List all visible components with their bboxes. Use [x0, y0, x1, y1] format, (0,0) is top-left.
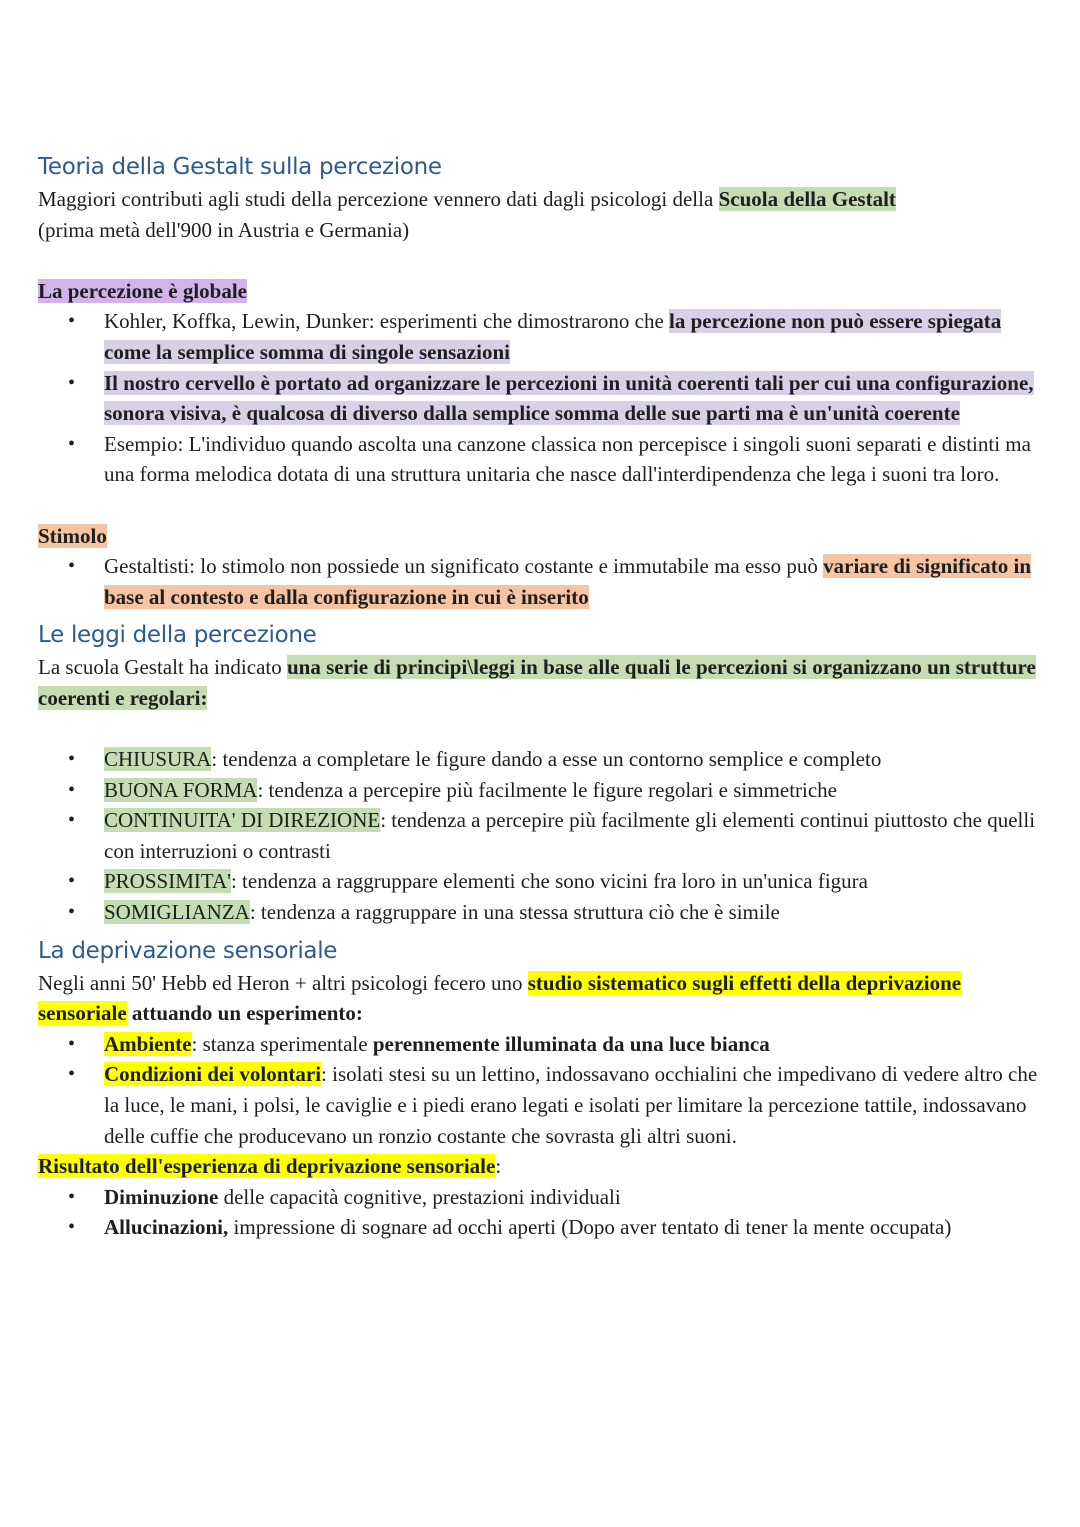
ambiente-term: Ambiente: [104, 1031, 192, 1056]
law-desc: : tendenza a completare le figure dando a esse un contorno semplice e completo: [211, 747, 882, 772]
section-title-deprivazione: La deprivazione sensoriale: [38, 937, 338, 964]
leggi-intro-highlight: una serie di principi\leggi in base alle quali le percezioni si organizzano un strutture coerenti e regolari:: [38, 655, 1036, 710]
list-item: [38, 368, 1048, 429]
list-item: [38, 1029, 1048, 1060]
list-item: [38, 744, 1048, 775]
law-desc: : tendenza a raggruppare elementi che sono vicini fra loro in un'unica figura: [230, 869, 868, 894]
list-item: • Esempio: L'individuo quando ascolta una canzone classica non percepisce i singoli suoni separati e distinti ma una forma melodica dotata di una struttura unitaria che nasce dall'interdipendenza che lega i suoni tra loro.: [38, 429, 1048, 490]
section-title-leggi: Le leggi della percezione: [38, 622, 317, 649]
deprivazione-intro-text: Negli anni 50' Hebb ed Heron + altri psicologi fecero uno: [38, 970, 528, 995]
law-term: CHIUSURA: [104, 747, 212, 772]
r2-desc: impressione di sognare ad occhi aperti (Dopo aver tentato di tener la mente occupata): [228, 1215, 952, 1240]
gestalt-intro: [38, 184, 1048, 215]
deprivazione-intro: [38, 968, 1048, 1029]
law-term: SOMIGLIANZA: [104, 900, 250, 925]
law-desc: : tendenza a percepire più facilmente le figure regolari e simmetriche: [257, 777, 837, 802]
globale-heading-text: La percezione è globale: [38, 278, 247, 303]
list-item: [38, 897, 1048, 928]
globale-heading: [38, 276, 1048, 307]
list-item: [38, 1182, 1048, 1213]
leggi-list: [38, 744, 1048, 928]
law-term: BUONA FORMA: [104, 777, 258, 802]
stimolo-b1-highlight: variare di significato in base al contesto e dalla configurazione in cui è inserito: [104, 554, 1032, 609]
law-desc: : tendenza a percepire più facilmente gli elementi continui piuttosto che quelli con interruzioni o contrasti: [104, 808, 1036, 863]
stimolo-b1-text: Gestaltisti: lo stimolo non possiede un significato costante e immutabile ma esso può: [104, 554, 824, 579]
law-desc: : tendenza a raggruppare in una stessa struttura ciò che è simile: [249, 900, 780, 925]
risultato-colon: :: [495, 1154, 502, 1179]
globale-b2-highlight: Il nostro cervello è portato ad organizzare le percezioni in unità coerenti tali per cui una configurazione, sonora visiva, è qualcosa di diverso dalla semplice somma delle sue parti ma è un'unità coerente: [104, 370, 1034, 426]
gestalt-school-highlight: Scuola della Gestalt: [718, 187, 896, 211]
stimolo-list: [38, 551, 1048, 612]
list-item: [38, 1059, 1048, 1151]
stimolo-heading: [38, 521, 1048, 552]
deprivazione-intro-highlight: studio sistematico sugli effetti della deprivazione sensoriale: [38, 970, 962, 1026]
condizioni-desc: : isolati stesi su un lettino, indossavano occhialini che impedivano di vedere altro che la luce, le mani, i polsi, le caviglie e i piedi erano legati e isolati per limitare la percezione tattile, indossavano delle cuffie che producevano un ronzio costante che sovrasta gli altri suoni.: [104, 1062, 1038, 1148]
list-item: [38, 306, 1048, 367]
risultato-list: [38, 1182, 1048, 1243]
list-item: [38, 1212, 1048, 1243]
law-term: CONTINUITA' DI DIREZIONE: [104, 808, 381, 833]
globale-list: [38, 306, 1048, 490]
deprivazione-list: [38, 1029, 1048, 1151]
stimolo-heading-text: Stimolo: [38, 523, 107, 548]
risultato-heading-text: Risultato dell'esperienza di deprivazione sensoriale: [38, 1154, 496, 1179]
globale-b1-text: Kohler, Koffka, Lewin, Dunker: esperimenti che dimostrarono che: [104, 309, 670, 334]
gestalt-intro-period: (prima metà dell'900 in Austria e Germania): [38, 217, 410, 242]
r1-desc: delle capacità cognitive, prestazioni individuali: [218, 1184, 621, 1209]
r1-term: Diminuzione: [104, 1184, 219, 1209]
law-term: PROSSIMITA': [104, 869, 231, 894]
ambiente-bold: perennemente illuminata da una luce bianca: [372, 1031, 770, 1056]
document-page: [38, 150, 1048, 1243]
section-title-gestalt: Teoria della Gestalt sulla percezione: [38, 154, 442, 180]
list-item: [38, 551, 1048, 612]
list-item: [38, 805, 1048, 866]
condizioni-term: Condizioni dei volontari: [104, 1062, 322, 1087]
ambiente-text: : stanza sperimentale: [191, 1031, 373, 1056]
list-item: [38, 775, 1048, 806]
leggi-intro: [38, 652, 1048, 713]
globale-b1-highlight: la percezione non può essere spiegata come la semplice somma di singole sensazioni: [104, 309, 1002, 364]
leggi-intro-text: La scuola Gestalt ha indicato: [38, 655, 287, 680]
risultato-heading: [38, 1151, 1048, 1182]
gestalt-intro-text: Maggiori contributi agli studi della percezione vennero dati dagli psicologi della: [38, 187, 719, 211]
r2-term: Allucinazioni,: [104, 1215, 229, 1240]
deprivazione-intro-tail: attuando un esperimento:: [126, 1001, 363, 1026]
list-item: [38, 866, 1048, 897]
